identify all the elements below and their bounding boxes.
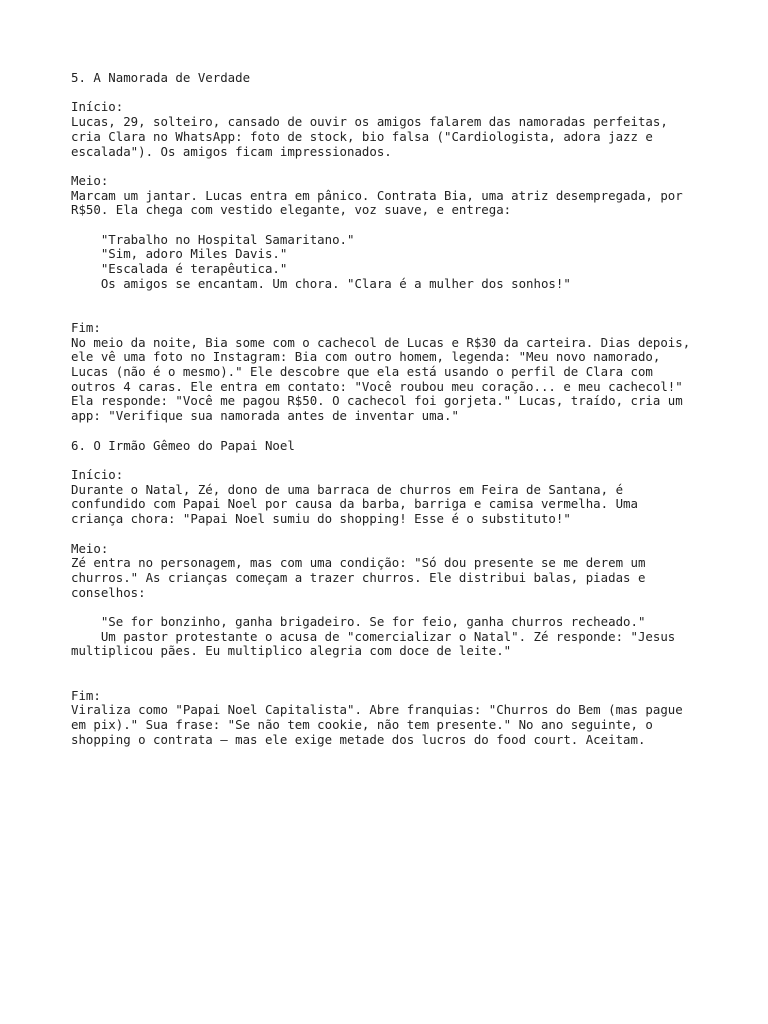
document-body-text: 5. A Namorada de Verdade Início: Lucas, 29, solteiro, cansado de ouvir os amigos falarem das namoradas perfeitas, cria Clara no WhatsApp: foto de stock, bio falsa ("Cardiologista, adora jazz e escalada"). Os amigos ficam impressionados. Meio: Marcam um jantar. Lucas entra em pânico. Contrata Bia, uma atriz desempregada, por R$50. Ela chega com vestido elegante, voz suave, e entrega: "Trabalho no Hospital Samaritano." "Sim, adoro Miles Davis." "Escalada é terapêutica." Os amigos se encantam. Um chora. "Clara é a mulher dos sonhos!" Fim: No meio da noite, Bia some com o cachecol de Lucas e R$30 da carteira. Dias depois, ele vê uma foto no Instagram: Bia com outro homem, legenda: "Meu novo namorado, Lucas (não é o mesmo)." Ele descobre que ela está usando o perfil de Clara com outros 4 caras. Ele entra em contato: "Você roubou meu coração... e meu cachecol!" Ela responde: "Você me pagou R$50. O cachecol foi gorjeta." Lucas, traído, cria um app: "Verifique sua namorada antes de inventar uma." 6. O Irmão Gêmeo do Papai Noel Início: Durante o Natal, Zé, dono de uma barraca de churros em Feira de Santana, é confundido com Papai Noel por causa da barba, barriga e camisa vermelha. Uma criança chora: "Papai Noel sumiu do shopping! Esse é o substituto!" Meio: Zé entra no personagem, mas com uma condição: "Só dou presente se me derem um churros." As crianças começam a trazer churros. Ele distribui balas, piadas e conselhos: "Se for bonzinho, ganha brigadeiro. Se for feio, ganha churros recheado." Um pastor protestante o acusa de "comercializar o Natal". Zé responde: "Jesus multiplicou pães. Eu multiplico alegria com doce de leite." Fim: Viraliza como "Papai Noel Capitalista". Abre franquias: "Churros do Bem (mas pague em pix)." Sua frase: "Se não tem cookie, não tem presente." No ano seguinte, o shopping o contrata — mas ele exige metade dos lucros do food court. Aceitam.	[71, 70, 691, 747]
